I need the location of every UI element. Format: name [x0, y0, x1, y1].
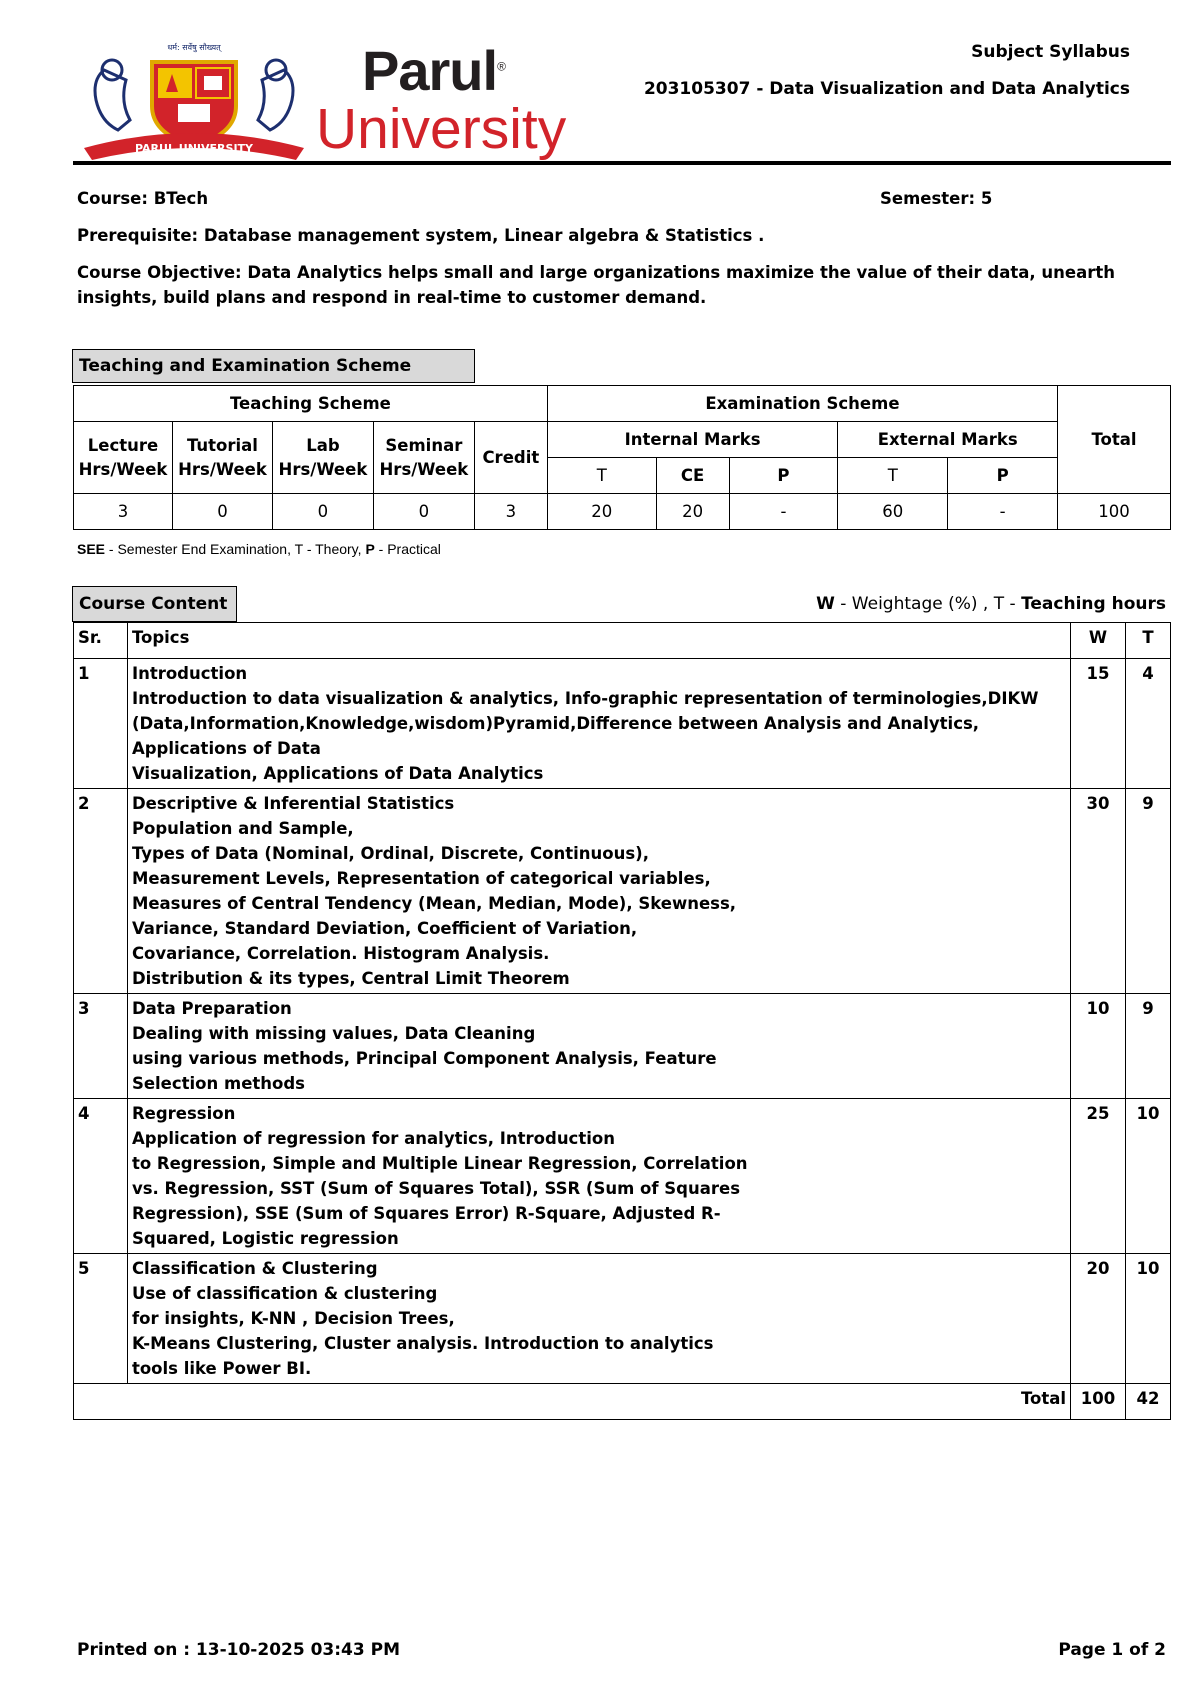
semester-line	[880, 186, 1080, 211]
course-value: BTech	[153, 189, 209, 208]
internal-t-header: T	[547, 458, 656, 494]
registered-mark: ®	[497, 59, 505, 74]
prerequisite-label: Prerequisite:	[77, 226, 199, 245]
course-content-title: Course Content	[72, 586, 237, 622]
scheme-legend	[77, 541, 441, 557]
logo-ribbon-text: PARUL UNIVERSITY	[134, 142, 254, 155]
examination-scheme-header: Examination Scheme	[547, 386, 1057, 422]
lecture-header: Lecture Hrs/Week	[74, 422, 173, 494]
row-weightage: 15	[1071, 659, 1126, 789]
tutorial-header: Tutorial Hrs/Week	[172, 422, 272, 494]
seminar-header: Seminar Hrs/Week	[373, 422, 474, 494]
topic-title: Classification & Clustering	[131, 1259, 378, 1278]
course-label: Course:	[77, 189, 148, 208]
seminar-value: 0	[373, 494, 474, 530]
internal-marks-header: Internal Marks	[547, 422, 838, 458]
topic-title: Descriptive & Inferential Statistics	[131, 794, 455, 813]
prerequisite-value: Database management system, Linear algebra & Statistics .	[203, 226, 765, 245]
internal-ce-header: CE	[656, 458, 729, 494]
weightage-note	[816, 594, 1166, 614]
lecture-value: 3	[74, 494, 173, 530]
credit-header: Credit	[474, 422, 547, 494]
header-divider	[73, 161, 1171, 165]
credit-value: 3	[474, 494, 547, 530]
lab-header: Lab Hrs/Week	[272, 422, 373, 494]
row-topic	[127, 1099, 1070, 1254]
row-hours: 9	[1126, 789, 1171, 994]
row-sr: 2	[74, 789, 128, 994]
total-row-label: Total	[74, 1384, 1071, 1420]
note-w: W	[816, 594, 835, 614]
legend-see: SEE	[77, 541, 106, 557]
row-sr: 3	[74, 994, 128, 1099]
course-content-table	[73, 622, 1171, 1420]
row-topic	[127, 1254, 1070, 1384]
row-sr: 1	[74, 659, 128, 789]
internal-p-header: P	[729, 458, 838, 494]
row-sr: 4	[74, 1099, 128, 1254]
total-value: 100	[1058, 494, 1171, 530]
logo-motto: धर्म: सर्वेषु सौख्यत्	[167, 43, 221, 52]
table-row	[74, 1099, 1171, 1254]
topic-description: Application of regression for analytics, Introduction to Regression, Simple and Multiple Linear Regression, Correlation vs. Regression, SST (Sum of Squares Total), SSR (Sum of Squares Regression), SSE (Sum of Squares Error) R-Square, Adjusted R- Squared, Logistic regression	[131, 1129, 748, 1248]
objective-line	[77, 260, 1157, 310]
topic-description: Use of classification & clustering for insights, K-NN , Decision Trees, K-Means Clustering, Cluster analysis. Introduction to analytics tools like Power BI.	[131, 1284, 714, 1378]
table-row	[74, 659, 1171, 789]
scheme-section-title: Teaching and Examination Scheme	[72, 349, 475, 383]
row-hours: 10	[1126, 1254, 1171, 1384]
subject-title: 203105307 - Data Visualization and Data Analytics	[643, 79, 1130, 99]
legend-see-text: - Semester End Examination, T - Theory,	[105, 541, 366, 557]
col-t-header: T	[1126, 623, 1171, 659]
objective-value: Data Analytics helps small and large organizations maximize the value of their data, unearth insights, build plans and respond in real-time to customer demand.	[77, 263, 1115, 307]
total-header: Total	[1058, 386, 1171, 494]
row-hours: 10	[1126, 1099, 1171, 1254]
external-p-header: P	[948, 458, 1058, 494]
topic-title: Regression	[131, 1104, 236, 1123]
row-sr: 5	[74, 1254, 128, 1384]
col-sr-header: Sr.	[74, 623, 128, 659]
brand-parul	[362, 38, 505, 103]
external-t-header: T	[838, 458, 948, 494]
page-number: Page 1 of 2	[1058, 1640, 1166, 1660]
col-topics-header: Topics	[127, 623, 1070, 659]
semester-label: Semester:	[880, 189, 976, 208]
table-row	[74, 789, 1171, 994]
total-w: 100	[1071, 1384, 1126, 1420]
teaching-scheme-header: Teaching Scheme	[74, 386, 548, 422]
total-t: 42	[1126, 1384, 1171, 1420]
lab-value: 0	[272, 494, 373, 530]
internal-ce-value: 20	[656, 494, 729, 530]
row-topic	[127, 789, 1070, 994]
legend-p-text: - Practical	[374, 541, 441, 557]
note-teaching-hours: Teaching hours	[1021, 594, 1166, 614]
external-marks-header: External Marks	[838, 422, 1058, 458]
external-p-value: -	[948, 494, 1058, 530]
row-weightage: 20	[1071, 1254, 1126, 1384]
row-hours: 4	[1126, 659, 1171, 789]
topic-description: Population and Sample, Types of Data (Nominal, Ordinal, Discrete, Continuous), Measurement Levels, Representation of categorical variables, Measures of Central Tendency (Mean, Median, Mode), Skewness, Variance, Standard Deviation, Coefficient of Variation, Covariance, Correlation. Histogram Analysis. Distribution & its types, Central Limit Theorem	[131, 819, 737, 988]
row-topic	[127, 994, 1070, 1099]
brand-university: University	[316, 97, 567, 161]
topic-description: Introduction to data visualization & analytics, Info-graphic representation of terminologies,DIKW (Data,Information,Knowledge,wisdom)Pyramid,Difference between Analysis and Analytics, Applications of Data Visualization, Applications of Data Analytics	[131, 689, 1039, 783]
prerequisite-line	[77, 223, 1157, 248]
brand-parul-text: Parul	[362, 39, 498, 102]
tutorial-value: 0	[172, 494, 272, 530]
objective-label: Course Objective:	[77, 263, 242, 282]
row-weightage: 10	[1071, 994, 1126, 1099]
row-weightage: 30	[1071, 789, 1126, 994]
note-text: - Weightage (%) , T -	[834, 594, 1022, 614]
printed-on: Printed on : 13-10-2025 03:43 PM	[77, 1640, 400, 1660]
external-t-value: 60	[838, 494, 948, 530]
semester-value: 5	[980, 189, 993, 208]
row-hours: 9	[1126, 994, 1171, 1099]
topic-description: Dealing with missing values, Data Cleaning using various methods, Principal Component Analysis, Feature Selection methods	[131, 1024, 717, 1093]
internal-p-value: -	[729, 494, 838, 530]
row-weightage: 25	[1071, 1099, 1126, 1254]
university-crest-logo	[74, 40, 314, 162]
topic-title: Data Preparation	[131, 999, 292, 1018]
table-row	[74, 994, 1171, 1099]
row-topic	[127, 659, 1070, 789]
col-w-header: W	[1071, 623, 1126, 659]
internal-t-value: 20	[547, 494, 656, 530]
doc-type: Subject Syllabus	[971, 42, 1130, 62]
scheme-table	[73, 385, 1171, 530]
legend-p: P	[365, 541, 375, 557]
table-row	[74, 1254, 1171, 1384]
topic-title: Introduction	[131, 664, 248, 683]
